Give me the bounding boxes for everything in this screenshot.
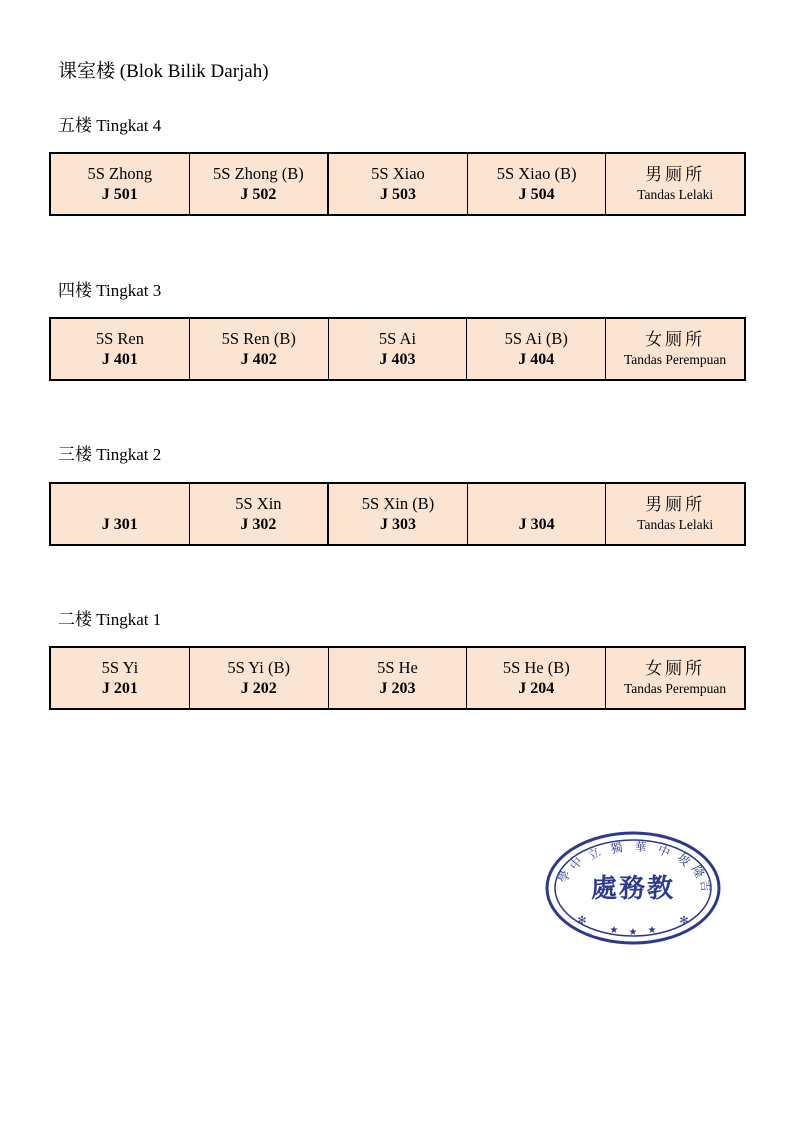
room-code: J 404 (518, 351, 555, 368)
seal-center-text: 處務教 (590, 874, 676, 904)
room-code: J 201 (101, 680, 138, 697)
seal-ring-char: 華 (633, 839, 648, 855)
seal-ring-char: 立 (585, 844, 604, 863)
toilet-cell (605, 154, 744, 214)
room-code: J 302 (240, 516, 277, 533)
room-cell (51, 154, 189, 214)
room-cell (327, 484, 467, 544)
toilet-label-malay: Tandas Perempuan (624, 352, 727, 367)
room-code: J 304 (518, 516, 555, 533)
school-seal-stamp (544, 830, 722, 946)
room-cell (51, 648, 189, 708)
class-name: 5S Yi (101, 658, 139, 677)
seal-ring-char: 中 (655, 842, 673, 861)
room-cell (327, 154, 467, 214)
toilet-label-chinese: 男厕所 (645, 495, 706, 514)
room-code: J 501 (101, 186, 138, 203)
class-name: 5S He (B) (502, 658, 570, 677)
floor-table (49, 317, 746, 381)
room-cell (189, 154, 328, 214)
room-code: J 504 (518, 186, 555, 203)
seal-star: ★ (647, 925, 657, 936)
room-code: J 402 (240, 351, 277, 368)
class-name: 5S Xin (B) (361, 494, 435, 513)
floor-table (49, 152, 746, 216)
room-cell (328, 319, 467, 379)
room-code: J 203 (379, 680, 416, 697)
class-name: 5S Xiao (371, 164, 425, 183)
room-cell (189, 484, 328, 544)
seal-asterisk-left: ✻ (577, 914, 587, 927)
seal-ring-char: 坡 (674, 850, 693, 869)
class-name: 5S Zhong (87, 164, 153, 183)
class-name: 5S Yi (B) (227, 658, 291, 677)
room-cell (51, 484, 189, 544)
toilet-cell (605, 648, 744, 708)
room-cell (466, 648, 605, 708)
room-code: J 202 (240, 680, 277, 697)
seal-ring-char: 吉 (697, 878, 714, 893)
room-code: J 403 (379, 351, 416, 368)
page-title: 课室楼 (Blok Bilik Darjah) (58, 61, 269, 82)
room-code: J 301 (101, 516, 138, 533)
toilet-cell (605, 484, 744, 544)
seal-ring-char: 學 (555, 868, 574, 885)
room-code: J 401 (101, 351, 138, 368)
room-code: J 303 (379, 516, 416, 533)
seal-star: ★ (628, 927, 638, 938)
floor-heading: 二楼 Tingkat 1 (58, 610, 162, 629)
toilet-label-chinese: 女厕所 (645, 659, 706, 678)
seal-star: ★ (609, 925, 619, 936)
floor-heading: 五楼 Tingkat 4 (58, 116, 162, 135)
class-name: 5S Ren (B) (221, 329, 296, 348)
room-code: J 503 (379, 186, 416, 203)
class-name: 5S Ai (378, 329, 417, 348)
room-code: J 502 (240, 186, 277, 203)
class-name: 5S Xin (235, 494, 282, 513)
toilet-label-malay: Tandas Lelaki (637, 187, 714, 202)
room-cell (189, 648, 328, 708)
floor-heading: 四楼 Tingkat 3 (58, 281, 162, 300)
toilet-cell (605, 319, 744, 379)
room-cell (467, 484, 606, 544)
room-cell (328, 648, 467, 708)
room-cell (51, 319, 189, 379)
seal-ring-char: 中 (567, 854, 586, 873)
toilet-label-malay: Tandas Lelaki (637, 517, 714, 532)
floor-table (49, 646, 746, 710)
class-name: 5S Ai (B) (504, 329, 568, 348)
class-name: 5S Zhong (B) (213, 164, 304, 183)
room-cell (466, 319, 605, 379)
floor-table (49, 482, 746, 546)
room-code: J 204 (518, 680, 555, 697)
seal-ring-char: 隆 (689, 863, 708, 881)
class-name: 5S He (377, 658, 418, 677)
room-cell (189, 319, 328, 379)
toilet-label-chinese: 男厕所 (645, 165, 706, 184)
seal-ring-char: 獨 (609, 840, 625, 857)
class-name: 5S Ren (95, 329, 144, 348)
seal-asterisk-right: ✻ (679, 914, 689, 927)
toilet-label-malay: Tandas Perempuan (624, 681, 727, 696)
toilet-label-chinese: 女厕所 (645, 330, 706, 349)
class-name: 5S Xiao (B) (496, 164, 577, 183)
room-cell (467, 154, 606, 214)
floor-heading: 三楼 Tingkat 2 (58, 445, 162, 464)
